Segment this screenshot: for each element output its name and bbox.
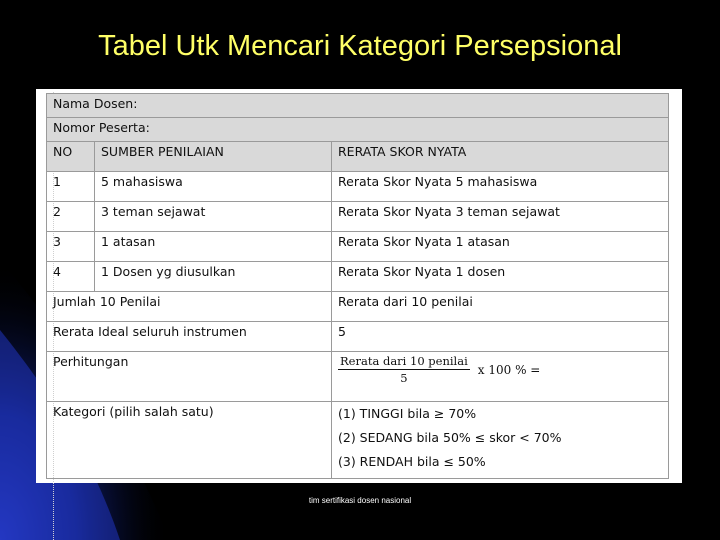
- row-rerata: Rerata Skor Nyata 3 teman sejawat: [332, 202, 669, 232]
- row-jumlah: [47, 292, 669, 322]
- formula-denominator: 5: [400, 371, 408, 385]
- row-sumber: 1 atasan: [95, 232, 332, 262]
- table-row: [47, 172, 669, 202]
- kategori-option: (1) TINGGI bila ≥ 70%: [338, 406, 477, 421]
- row-rerata-ideal: [47, 322, 669, 352]
- table-row: [47, 232, 669, 262]
- perhitungan-label: Perhitungan: [47, 352, 332, 402]
- row-nama-dosen: [47, 94, 669, 118]
- table-row: [47, 202, 669, 232]
- formula-multiplier: x 100 % =: [477, 362, 541, 377]
- kategori-option: (3) RENDAH bila ≤ 50%: [338, 454, 486, 469]
- row-perhitungan: [47, 352, 669, 402]
- footer-note: tim sertifikasi dosen nasional: [308, 496, 412, 505]
- ideal-label: Rerata Ideal seluruh instrumen: [47, 322, 332, 352]
- slide-title: Tabel Utk Mencari Kategori Persepsional: [98, 30, 622, 62]
- header-rerata: RERATA SKOR NYATA: [332, 142, 669, 172]
- jumlah-label: Jumlah 10 Penilai: [47, 292, 332, 322]
- kategori-label: Kategori (pilih salah satu): [47, 402, 332, 479]
- row-kategori: [47, 402, 669, 479]
- row-sumber: 5 mahasiswa: [95, 172, 332, 202]
- ideal-value: 5: [332, 322, 669, 352]
- nama-dosen-label: Nama Dosen:: [47, 94, 669, 118]
- kategori-options: [332, 402, 669, 479]
- row-no: 1: [47, 172, 95, 202]
- row-no: 2: [47, 202, 95, 232]
- row-sumber: 3 teman sejawat: [95, 202, 332, 232]
- jumlah-value: Rerata dari 10 penilai: [332, 292, 669, 322]
- row-rerata: Rerata Skor Nyata 5 mahasiswa: [332, 172, 669, 202]
- header-no: NO: [47, 142, 95, 172]
- row-no: 4: [47, 262, 95, 292]
- row-nomor-peserta: [47, 118, 669, 142]
- formula-numerator: Rerata dari 10 penilai: [340, 354, 468, 368]
- table-header-row: [47, 142, 669, 172]
- row-rerata: Rerata Skor Nyata 1 dosen: [332, 262, 669, 292]
- nomor-peserta-label: Nomor Peserta:: [47, 118, 669, 142]
- formula-cell: [332, 352, 669, 402]
- table-row: [47, 262, 669, 292]
- header-sumber: SUMBER PENILAIAN: [95, 142, 332, 172]
- row-no: 3: [47, 232, 95, 262]
- assessment-table: [46, 93, 669, 479]
- row-rerata: Rerata Skor Nyata 1 atasan: [332, 232, 669, 262]
- kategori-option: (2) SEDANG bila 50% ≤ skor < 70%: [338, 430, 562, 445]
- formula-fraction: [338, 354, 470, 385]
- row-sumber: 1 Dosen yg diusulkan: [95, 262, 332, 292]
